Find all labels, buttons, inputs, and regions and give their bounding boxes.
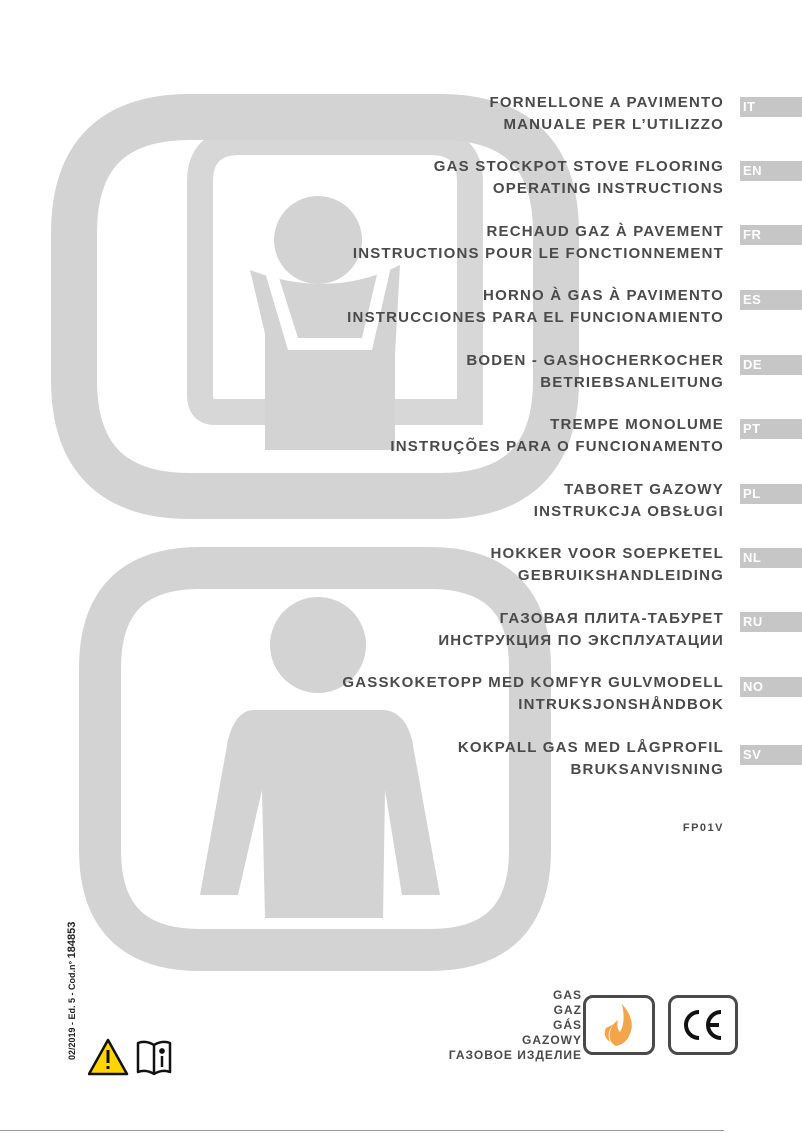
- gas-label: GÁS: [552, 1018, 582, 1032]
- title-it: FORNELLONE A PAVIMENTO: [489, 94, 724, 111]
- ce-mark-icon: [668, 995, 738, 1055]
- title-en: GAS STOCKPOT STOVE FLOORING: [433, 158, 724, 175]
- lang-tab-fr[interactable]: FR: [740, 225, 802, 245]
- subtitle-nl: GEBRUIKSHANDLEIDING: [517, 567, 724, 584]
- title-de: BODEN - GASHOCHERKOCHER: [466, 352, 724, 369]
- person-figure: [200, 597, 440, 918]
- subtitle-ru: ИНСТРУКЦИЯ ПО ЭКСПЛУАТАЦИИ: [438, 632, 724, 649]
- footer-divider: [0, 1130, 724, 1131]
- gas-label: ГАЗОВОЕ ИЗДЕЛИЕ: [448, 1048, 582, 1062]
- subtitle-no: INTRUKSJONSHÅNDBOK: [518, 696, 724, 713]
- lang-tab-sv[interactable]: SV: [740, 745, 802, 765]
- lang-tab-de[interactable]: DE: [740, 355, 802, 375]
- title-no: GASSKOKETOPP MED KOMFYR GULVMODELL: [342, 674, 724, 691]
- edition-number: 184853: [66, 921, 78, 959]
- lang-tab-en[interactable]: EN: [740, 161, 802, 181]
- lang-tab-es[interactable]: ES: [740, 290, 802, 310]
- lang-block-pt: [390, 414, 724, 458]
- subtitle-pl: INSTRUKCJA OBSŁUGI: [533, 503, 724, 520]
- lang-block-de: [466, 350, 724, 394]
- lang-tab-no[interactable]: NO: [740, 677, 802, 697]
- gas-label: GAS: [552, 988, 582, 1002]
- lang-tab-it[interactable]: IT: [740, 97, 802, 117]
- gas-label: GAZ: [553, 1003, 582, 1017]
- lang-block-nl: [490, 543, 724, 587]
- title-pl: TABORET GAZOWY: [564, 481, 724, 498]
- model-code: FP01V: [682, 822, 724, 834]
- subtitle-fr: INSTRUCTIONS POUR LE FONCTIONNEMENT: [352, 245, 724, 262]
- gas-flame-icon: [583, 995, 655, 1055]
- subtitle-it: MANUALE PER L’UTILIZZO: [503, 116, 724, 133]
- lang-tab-nl[interactable]: NL: [740, 548, 802, 568]
- lang-block-pl: [534, 479, 724, 523]
- gas-label: GAZOWY: [522, 1033, 582, 1047]
- subtitle-de: BETRIEBSANLEITUNG: [540, 374, 724, 391]
- gas-labels: [449, 988, 582, 1063]
- lang-block-ru: [438, 608, 724, 652]
- lang-tab-ru[interactable]: RU: [740, 612, 802, 632]
- lang-tab-pt[interactable]: PT: [740, 419, 802, 439]
- lang-block-fr: [353, 221, 724, 265]
- lang-block-it: [490, 92, 724, 136]
- subtitle-pt: INSTRUÇÕES PARA O FUNCIONAMENTO: [390, 438, 724, 455]
- subtitle-sv: BRUKSANVISNING: [570, 761, 724, 778]
- title-pt: TREMPE MONOLUME: [550, 416, 724, 433]
- title-nl: HOKKER VOOR SOEPKETEL: [490, 545, 724, 562]
- title-fr: RECHAUD GAZ À PAVEMENT: [486, 223, 724, 240]
- subtitle-es: INSTRUCCIONES PARA EL FUNCIONAMIENTO: [347, 309, 724, 326]
- lang-tab-pl[interactable]: PL: [740, 484, 802, 504]
- warning-icon: [89, 1040, 127, 1074]
- lang-block-sv: [458, 737, 724, 781]
- edition-text: 02/2019 - Ed. 5 - Cod.n°: [67, 960, 77, 1060]
- manual-info-icon: [138, 1042, 170, 1074]
- edition-code: [66, 922, 78, 1060]
- safety-icons: [88, 1038, 188, 1078]
- subtitle-en: OPERATING INSTRUCTIONS: [492, 180, 724, 197]
- lang-block-no: [342, 672, 724, 716]
- lang-block-en: [434, 156, 724, 200]
- title-sv: KOKPALL GAS MED LÅGPROFIL: [457, 739, 724, 756]
- lang-block-es: [347, 285, 724, 329]
- title-ru: ГАЗОВАЯ ПЛИТА-ТАБУРЕТ: [499, 610, 724, 627]
- title-es: HORNO À GAS À PAVIMENTO: [483, 287, 724, 304]
